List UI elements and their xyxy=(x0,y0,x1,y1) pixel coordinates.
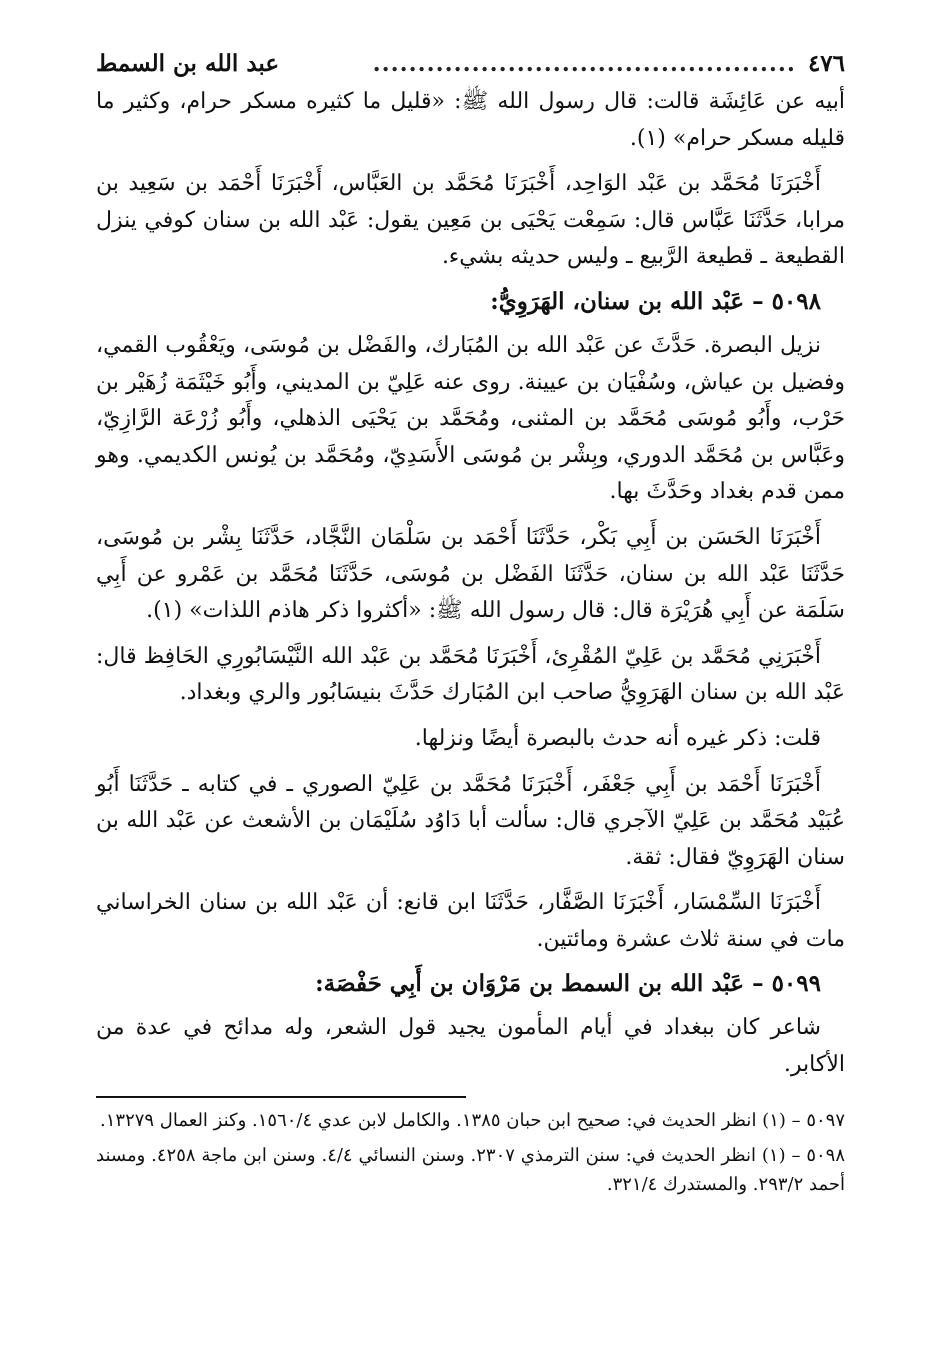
footnotes xyxy=(96,1106,845,1199)
paragraph-5098-hadith: أَخْبَرَنَا الحَسَن بن أَبِي بَكْر، حَدَّثَنَا أَحْمَد بن سَلْمَان النَّجَّاد، حَدَّثَنَا بِشْر بن مُوسَى، حَدَّثَنَا عَبْد الله بن سنان، حَدَّثَنَا الفَضْل بن مُوسَى، حَدَّثَنَا مُحَمَّد بن عَمْرو عن أَبِي سَلَمَة عن أَبِي هُرَيْرَة قال: قال رسول الله ﷺ: «أكثروا ذكر هاذم اللذات» (١). xyxy=(96,524,845,624)
running-title: عبد الله بن السمط xyxy=(96,50,280,77)
paragraph-hadith-continuation: أبيه عن عَائِشَة قالت: قال رسول الله ﷺ: «قليل ما كثيره مسكر حرام، وكثير ما قليله مسكر حرام» (١). xyxy=(96,89,845,151)
paragraph-5098-naysaburi: أَخْبَرَنِي مُحَمَّد بن عَلِيّ المُقْرِئ، أَخْبَرَنَا مُحَمَّد بن عَبْد الله النَّيْسَابُورِي الحَافِظ قال: عَبْد الله بن سنان الهَرَوِيُّ صاحب ابن المُبَارك حَدَّثَ بنيسَابُور والري وبغداد. xyxy=(96,643,845,706)
paragraph-5099-bio: شاعر كان ببغداد في أيام المأمون يجيد قول الشعر، وله مدائح في عدة من الأكابر. xyxy=(96,1015,845,1078)
footnote-separator xyxy=(96,1096,466,1098)
paragraph-isnad-ibn-maeen: أَخْبَرَنَا مُحَمَّد بن عَبْد الوَاحِد، أَخْبَرَنَا مُحَمَّد بن العَبَّاس، أَخْبَرَنَا أَحْمَد بن سَعِيد بن مرابا، حَدَّثَنَا عَبَّاس قال: سَمِعْت يَحْيَى بن مَعِين يقول: عَبْد الله بن سنان كوفي ينزل القطيعة ـ قطيعة الرَّبيع ـ وليس حديثه بشيء. xyxy=(96,171,845,270)
page-header xyxy=(96,44,845,84)
paragraph-5098-note: قلت: ذكر غيره أنه حدث بالبصرة أيضًا ونزلها. xyxy=(414,725,821,751)
footnote-5097: ٥٠٩٧ – (١) انظر الحديث في: صحيح ابن حبان ١٣٨٥. والكامل لابن عدي ١٥٦٠/٤. وكنز العمال ١٣٢٧٩. xyxy=(100,1109,845,1131)
paragraph-5098-bio: نزيل البصرة. حَدَّثَ عن عَبْد الله بن المُبَارك، والفَضْل بن مُوسَى، ويَعْقُوب القمي، وفضيل بن عياش، وسُفْيَان بن عيينة. روى عنه عَلِيّ بن المديني، وأَبُو خَيْثَمَة زُهَيْر بن حَرْب، وأَبُو مُوسَى مُحَمَّد بن المثنى، ومُحَمَّد بن يَحْيَى الذهلي، وأَبُو زُرْعَة الرَّازِيّ، وعَبَّاس بن مُحَمَّد الدوري، وبِشْر بن مُوسَى الأَسَدِيّ، ومُحَمَّد بن يُونس الكديمي. وهو ممن قدم بغداد وحَدَّثَ بها. xyxy=(96,332,845,505)
entry-heading-5098: ٥٠٩٨ – عَبْد الله بن سنان، الهَرَوِيُّ: xyxy=(490,287,821,315)
header-leader-dots: ............................................... xyxy=(372,50,796,77)
page-number: ٤٧٦ xyxy=(807,50,845,77)
main-text xyxy=(96,84,845,1084)
paragraph-5098-death: أَخْبَرَنَا السِّمْسَار، أَخْبَرَنَا الصَّفَّار، حَدَّثَنَا ابن قانع: أن عَبْد الله بن سنان الخراساني مات في سنة ثلاث عشرة ومائتين. xyxy=(96,890,845,952)
paragraph-5098-abu-dawud: أَخْبَرَنَا أَحْمَد بن أَبِي جَعْفَر، أَخْبَرَنَا مُحَمَّد بن عَلِيّ الصوري ـ في كتابه ـ حَدَّثَنَا أَبُو عُبَيْد مُحَمَّد بن عَلِيّ الآجري قال: سألت أبا دَاوُد سُلَيْمَان بن الأشعث عن عَبْد الله بن سنان الهَرَوِيّ فقال: ثقة. xyxy=(96,771,845,870)
footnote-5098: ٥٠٩٨ – (١) انظر الحديث في: سنن الترمذي ٢٣٠٧. وسنن النسائي ٤/٤. وسنن ابن ماجة ٤٢٥٨. ومسند أحمد ٢٩٣/٢. والمستدرك ٣٢١/٤. xyxy=(96,1144,845,1195)
entry-heading-5099: ٥٠٩٩ – عَبْد الله بن السمط بن مَرْوَان بن أَبِي حَفْصَة: xyxy=(315,970,821,998)
